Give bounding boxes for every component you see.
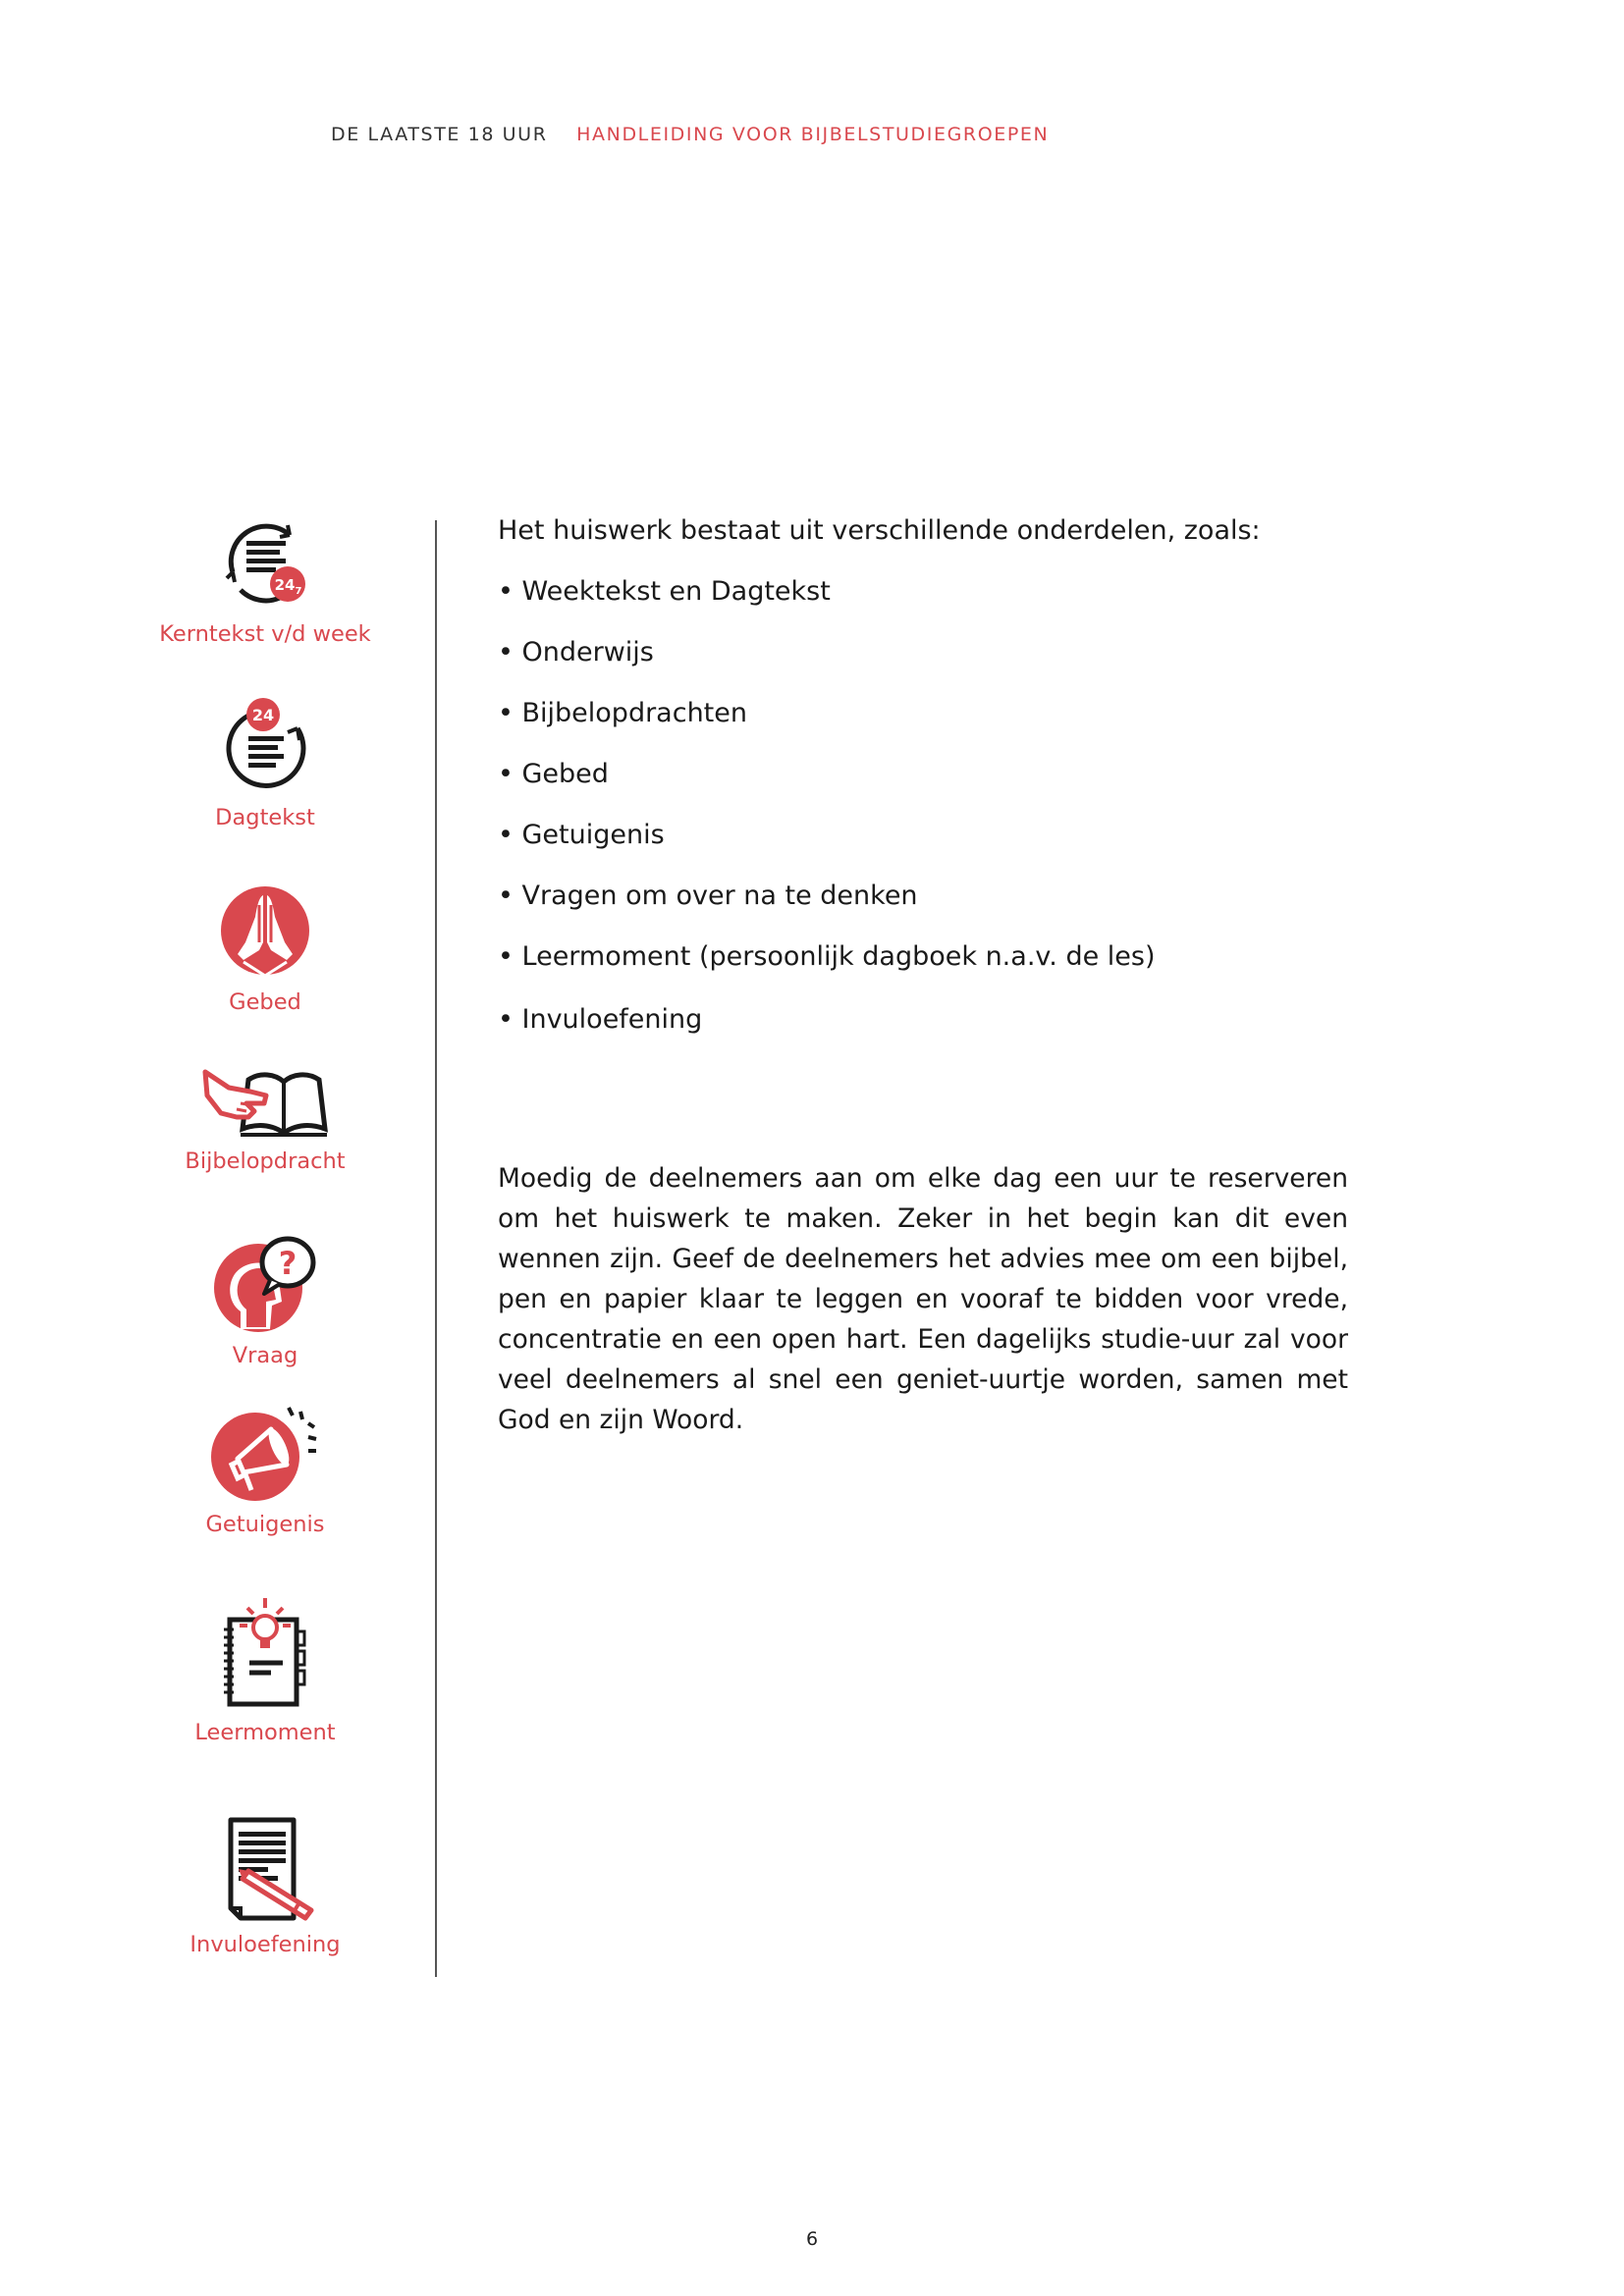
legend-item-gebed: [128, 883, 403, 1015]
clock-document-24-icon: [211, 693, 319, 797]
svg-text:?: ?: [278, 1245, 298, 1282]
legend-item-bijbelopdracht: [128, 1062, 403, 1174]
list-item: • Leermoment (persoonlijk dagboek n.a.v. de les): [498, 941, 1156, 972]
legend-label-invuloefening: Invuloefening: [189, 1932, 341, 1957]
legend-label-dagtekst: Dagtekst: [215, 805, 315, 830]
legend-label-getuigenis: Getuigenis: [205, 1512, 325, 1537]
notebook-lightbulb-icon: [216, 1590, 314, 1712]
legend-item-getuigenis: [128, 1402, 403, 1537]
vertical-divider: [435, 520, 437, 1977]
encouragement-paragraph: Moedig de deelnemers aan om elke dag een uur te reserveren om het huiswerk te maken. Zeker in het begin kan dit even wennen zijn. Geef de deelnemers het advies mee om een bijbel, pen en papier klaar te leggen en vooraf te bidden voor vrede, concentratie en een open hart. Een dagelijks studie-uur zal voor veel deelnemers al snel een geniet-uurtje worden, samen met God en zijn Woord.: [498, 1163, 1348, 1435]
list-item: • Bijbelopdrachten: [498, 698, 747, 728]
legend-label-vraag: Vraag: [232, 1343, 298, 1368]
page-number: 6: [805, 2228, 819, 2250]
list-item: • Weektekst en Dagtekst: [498, 576, 831, 607]
clock-document-24-7-icon: [211, 515, 319, 614]
head-question-icon: [211, 1233, 319, 1335]
svg-text:7: 7: [295, 586, 302, 597]
legend-label-bijbelopdracht: Bijbelopdracht: [185, 1148, 346, 1174]
list-item: • Getuigenis: [498, 820, 665, 850]
svg-text:24: 24: [251, 706, 275, 724]
running-header: [331, 124, 1049, 145]
main-content: [498, 510, 1348, 1435]
megaphone-icon: [206, 1402, 324, 1504]
intro-text: Het huiswerk bestaat uit verschillende onderdelen, zoals:: [498, 515, 1261, 546]
hand-pointing-book-icon: [201, 1062, 329, 1141]
legend-label-gebed: Gebed: [229, 989, 301, 1015]
legend-item-kerntekst: [128, 515, 403, 647]
list-item: • Onderwijs: [498, 637, 654, 667]
legend-item-invuloefening: [128, 1816, 403, 1957]
legend-label-leermoment: Leermoment: [194, 1720, 336, 1745]
list-item: • Invuloefening: [498, 1004, 703, 1035]
list-item: • Vragen om over na te denken: [498, 881, 918, 911]
legend-item-vraag: [128, 1233, 403, 1368]
legend-item-leermoment: [128, 1590, 403, 1745]
header-book-title: DE LAATSTE 18 UUR: [331, 124, 548, 145]
document-pencil-icon: [201, 1816, 329, 1924]
legend-label-kerntekst: Kerntekst v/d week: [159, 621, 371, 647]
list-item: • Gebed: [498, 759, 609, 789]
homework-parts-list: [498, 571, 1348, 1040]
legend-item-dagtekst: [128, 693, 403, 830]
praying-hands-icon: [216, 883, 314, 982]
svg-text:24: 24: [274, 576, 296, 594]
header-subtitle: HANDLEIDING VOOR BIJBELSTUDIEGROEPEN: [576, 124, 1050, 145]
